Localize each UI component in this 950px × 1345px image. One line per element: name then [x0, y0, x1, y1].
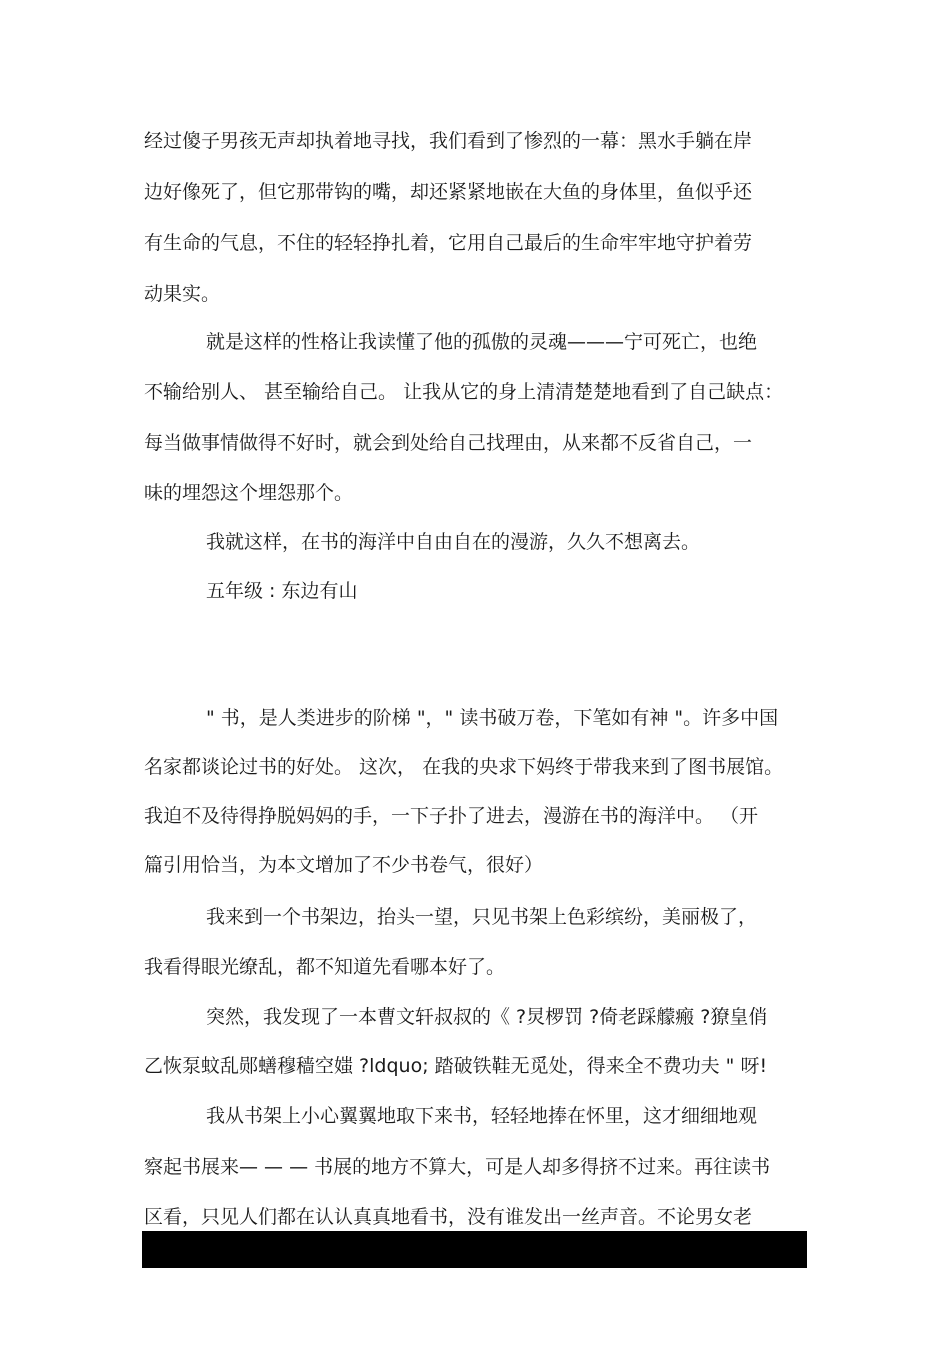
paragraph-5-line-1: " 书，是人类进步的阶梯 "，" 读书破万卷，下笔如有神 "。许多中国	[206, 707, 779, 729]
paragraph-2-line-1: 就是这样的性格让我读懂了他的孤傲的灵魂———宁可死亡，也绝	[206, 331, 758, 353]
paragraph-8-line-2: 察起书展来— — — 书展的地方不算大，可是人却多得挤不过来。再往读书	[144, 1156, 771, 1178]
paragraph-7-line-1: 突然，我发现了一本曹文轩叔叔的《 ?炅椤罚 ?倚老踩艨瘢 ?獠皇俏	[206, 1006, 768, 1028]
paragraph-2-line-2: 不输给别人、 甚至输给自己。 让我从它的身上清清楚楚地看到了自己缺点：	[144, 381, 784, 403]
paragraph-2-line-4: 味的埋怨这个埋怨那个。	[144, 482, 354, 504]
paragraph-8-line-3: 区看，只见人们都在认认真真地看书，没有谁发出一丝声音。不论男女老	[144, 1206, 753, 1228]
paragraph-7-line-2: 乙恢泵蚊乱郧蟮穆穑空媸 ?ldquo; 踏破铁鞋无觅处，得来全不费功夫 " 呀!	[144, 1055, 768, 1077]
paragraph-8-line-1: 我从书架上小心翼翼地取下来书，轻轻地捧在怀里，这才细细地观	[206, 1105, 758, 1127]
paragraph-6-line-1: 我来到一个书架边，抬头一望，只见书架上色彩缤纷，美丽极了，	[206, 906, 758, 928]
paragraph-5-line-2: 名家都谈论过书的好处。 这次， 在我的央求下妈终于带我来到了图书展馆。	[144, 756, 784, 778]
paragraph-1-line-4: 动果实。	[144, 283, 221, 305]
paragraph-1-line-1: 经过傻子男孩无声却执着地寻找，我们看到了惨烈的一幕：黑水手躺在岸	[144, 130, 753, 152]
byline: 五年级 : 东边有山	[206, 580, 358, 602]
paragraph-5-line-4: 篇引用恰当，为本文增加了不少书卷气，很好）	[144, 854, 544, 876]
paragraph-1-line-2: 边好像死了，但它那带钩的嘴，却还紧紧地嵌在大鱼的身体里，鱼似乎还	[144, 181, 753, 203]
paragraph-2-line-3: 每当做事情做得不好时，就会到处给自己找理由，从来都不反省自己，一	[144, 432, 753, 454]
paragraph-3-line-1: 我就这样，在书的海洋中自由自在的漫游，久久不想离去。	[206, 531, 701, 553]
black-redaction-bar	[142, 1231, 807, 1268]
paragraph-5-line-3: 我迫不及待得挣脱妈妈的手，一下子扑了进去，漫游在书的海洋中。 （开	[144, 805, 759, 827]
paragraph-6-line-2: 我看得眼光缭乱，都不知道先看哪本好了。	[144, 956, 506, 978]
paragraph-1-line-3: 有生命的气息，不住的轻轻挣扎着，它用自己最后的生命牢牢地守护着劳	[144, 232, 753, 254]
